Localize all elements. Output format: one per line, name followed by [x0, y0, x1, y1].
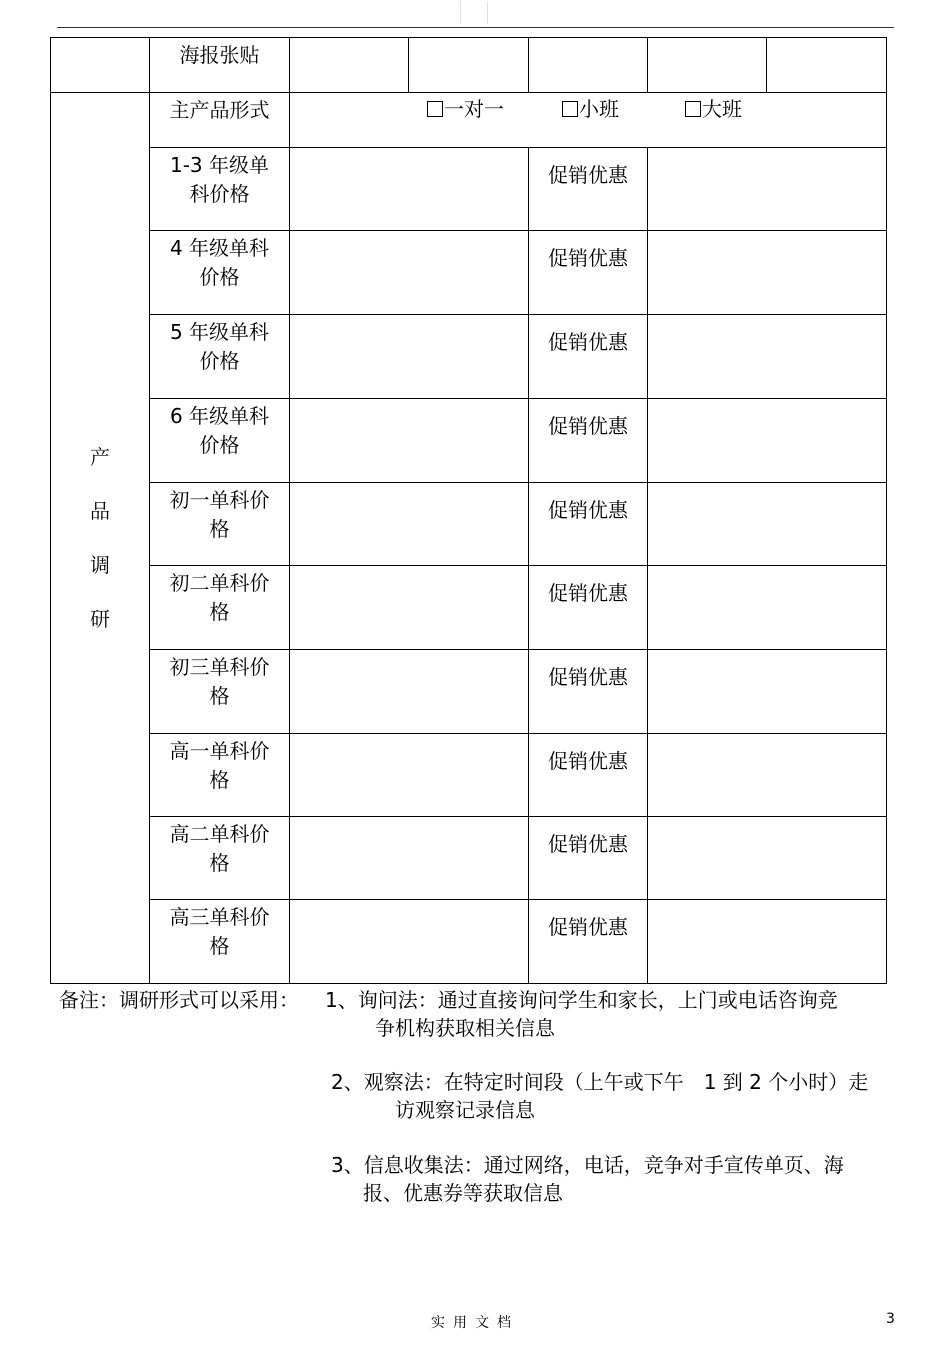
section-label-product-research: 产 品 调 研: [51, 93, 150, 984]
poster-cell[interactable]: [409, 38, 529, 93]
promo-label: 促销优惠: [529, 399, 648, 483]
price-row-label: [150, 231, 290, 315]
price-input-cell[interactable]: [290, 900, 529, 984]
promo-label: 促销优惠: [529, 734, 648, 817]
price-row-label-line: 初三单科价: [169, 655, 270, 679]
price-row-label: [150, 399, 290, 483]
price-row-label-line: 高三单科价: [169, 905, 270, 929]
price-row: [51, 566, 887, 650]
price-input-cell[interactable]: [290, 817, 529, 900]
poster-cell[interactable]: [767, 38, 887, 93]
note-item-1-line1: 1、询问法：通过直接询问学生和家长，上门或电话咨询竞: [325, 988, 838, 1012]
price-row-label-line: 格: [209, 517, 230, 541]
price-row: [51, 900, 887, 984]
promo-input-cell[interactable]: [648, 231, 887, 315]
option-small-class[interactable]: 小班: [562, 95, 619, 124]
notes-heading: 备注：调研形式可以采用：: [59, 988, 299, 1012]
price-row: [51, 399, 887, 483]
promo-input-cell[interactable]: [648, 566, 887, 650]
price-row-label-line: 6 年级单科: [169, 404, 270, 428]
format-row: [51, 93, 887, 148]
price-row-label-line: 格: [209, 934, 230, 958]
price-row: [51, 315, 887, 399]
promo-input-cell[interactable]: [648, 399, 887, 483]
price-row-label-line: 价格: [199, 265, 240, 289]
poster-row: [51, 38, 887, 93]
price-input-cell[interactable]: [290, 148, 529, 231]
note-item-2-line1: 2、观察法：在特定时间段（上午或下午 1 到 2 个小时）走: [331, 1070, 869, 1094]
empty-cell: [51, 38, 150, 93]
poster-cell[interactable]: [648, 38, 767, 93]
price-row-label: [150, 148, 290, 231]
checkbox-icon[interactable]: [427, 101, 443, 117]
price-row-label-line: 格: [209, 851, 230, 875]
price-row-label-line: 格: [209, 684, 230, 708]
price-row-label-line: 高一单科价: [169, 739, 270, 763]
price-row: [51, 231, 887, 315]
header-mark: [487, 2, 488, 24]
note-item-3-line2: 报、优惠券等获取信息: [363, 1181, 563, 1205]
promo-input-cell[interactable]: [648, 650, 887, 734]
price-row-label: [150, 566, 290, 650]
price-row-label: [150, 650, 290, 734]
price-row: [51, 734, 887, 817]
promo-label: 促销优惠: [529, 650, 648, 734]
price-row-label-line: 价格: [199, 349, 240, 373]
price-row-label-line: 格: [209, 768, 230, 792]
price-input-cell[interactable]: [290, 483, 529, 566]
promo-label: 促销优惠: [529, 900, 648, 984]
price-row-label-line: 4 年级单科: [169, 236, 270, 260]
price-row-label-line: 科价格: [189, 182, 250, 206]
promo-label: 促销优惠: [529, 483, 648, 566]
format-label: 主产品形式: [150, 93, 290, 148]
poster-cell[interactable]: [290, 38, 409, 93]
promo-label: 促销优惠: [529, 315, 648, 399]
price-row-label-line: 价格: [199, 433, 240, 457]
price-row-label-line: 1-3 年级单: [169, 153, 270, 177]
format-options-cell: [290, 93, 887, 148]
price-row: [51, 650, 887, 734]
price-row-label: [150, 817, 290, 900]
price-row-label: [150, 315, 290, 399]
promo-input-cell[interactable]: [648, 483, 887, 566]
price-row-label-line: 格: [209, 600, 230, 624]
price-input-cell[interactable]: [290, 315, 529, 399]
option-one-on-one[interactable]: 一对一: [427, 95, 504, 124]
note-item-3-line1: 3、信息收集法：通过网络，电话，竞争对手宣传单页、海: [331, 1153, 844, 1177]
checkbox-icon[interactable]: [685, 101, 701, 117]
checkbox-icon[interactable]: [562, 101, 578, 117]
promo-label: 促销优惠: [529, 566, 648, 650]
option-large-class[interactable]: 大班: [685, 95, 742, 124]
price-input-cell[interactable]: [290, 231, 529, 315]
price-row-label-line: 5 年级单科: [169, 320, 270, 344]
price-row-label-line: 高二单科价: [169, 822, 270, 846]
promo-label: 促销优惠: [529, 148, 648, 231]
price-row: [51, 148, 887, 231]
note-item-1-line2: 争机构获取相关信息: [375, 1016, 555, 1040]
promo-label: 促销优惠: [529, 231, 648, 315]
price-row-label-line: 初二单科价: [169, 571, 270, 595]
promo-label: 促销优惠: [529, 817, 648, 900]
promo-input-cell[interactable]: [648, 315, 887, 399]
price-row-label: [150, 734, 290, 817]
price-row-label-line: 初一单科价: [169, 488, 270, 512]
header-rule: [57, 27, 894, 28]
header-mark: [460, 2, 461, 24]
promo-input-cell[interactable]: [648, 148, 887, 231]
poster-label: 海报张贴: [150, 38, 290, 93]
price-input-cell[interactable]: [290, 566, 529, 650]
page-number: 3: [886, 1311, 895, 1327]
promo-input-cell[interactable]: [648, 817, 887, 900]
promo-input-cell[interactable]: [648, 734, 887, 817]
price-row: [51, 483, 887, 566]
price-input-cell[interactable]: [290, 650, 529, 734]
note-item-2-line2: 访观察记录信息: [395, 1098, 535, 1122]
price-row-label: [150, 483, 290, 566]
promo-input-cell[interactable]: [648, 900, 887, 984]
poster-cell[interactable]: [529, 38, 648, 93]
price-row: [51, 817, 887, 900]
price-row-label: [150, 900, 290, 984]
price-input-cell[interactable]: [290, 399, 529, 483]
survey-table: [50, 37, 887, 984]
footer-text: 实用文档: [431, 1315, 519, 1331]
price-input-cell[interactable]: [290, 734, 529, 817]
